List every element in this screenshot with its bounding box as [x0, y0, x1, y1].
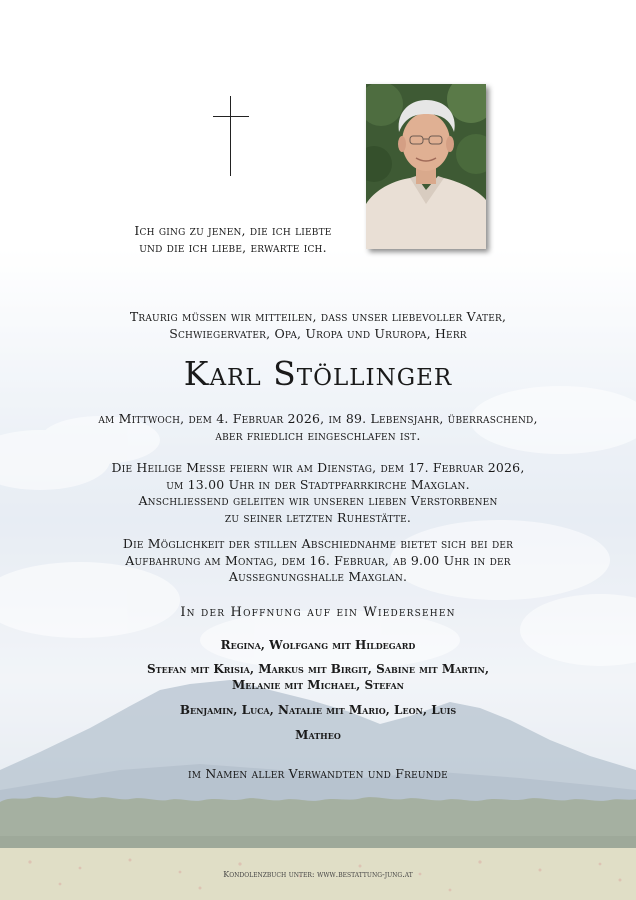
family-line-3: Benjamin, Luca, Natalie mit Mario, Leon, Luis — [179, 703, 457, 717]
motto-line-2: und die ich liebe, erwarte ich. — [139, 240, 327, 255]
family-line-2a: Stefan mit Krisia, Markus mit Birgit, Sabine mit Martin, — [146, 662, 489, 676]
mass-line-4: zu seiner letzten Ruhestätte. — [224, 509, 412, 525]
intro-line-2: Schwiegervater, Opa, Uropa und Ururopa, Herr — [169, 325, 467, 341]
deceased-name: Karl Stöllinger — [183, 354, 453, 393]
motto-quote — [120, 222, 346, 256]
motto-line-1: Ich ging zu jenen, die ich liebte — [134, 223, 332, 238]
wake-line-3: Aussegnungshalle Maxglan. — [228, 569, 408, 584]
death-line-2: aber friedlich eingeschlafen ist. — [215, 427, 421, 443]
family-line-1: Regina, Wolfgang mit Hildegard — [220, 638, 416, 652]
mass-line-1: Die Heilige Messe feiern wir am Dienstag, dem 17. Februar 2026, — [111, 460, 525, 475]
relatives-line: im Namen aller Verwandten und Freunde — [188, 766, 448, 781]
mass-line-3: Anschliessend geleiten wir unseren lieben Verstorbenen — [138, 493, 498, 508]
intro-line-1: Traurig müssen wir mitteilen, dass unser liebevoller Vater, — [129, 309, 507, 324]
cross-icon — [213, 96, 249, 176]
family-line-4: Matheo — [295, 728, 341, 742]
death-line-1: am Mittwoch, dem 4. Februar 2026, im 89. Lebensjahr, überraschend, — [98, 411, 538, 426]
intro-text — [60, 309, 576, 342]
death-notice-text — [60, 411, 576, 444]
portrait-photo — [366, 84, 486, 249]
family-line-2b: Melanie mit Michael, Stefan — [232, 678, 404, 692]
wake-line-1: Die Möglichkeit der stillen Abschiednahme bietet sich bei der — [122, 536, 514, 551]
mass-line-2: um 13.00 Uhr in der Stadtpfarrkirche Maxglan. — [166, 476, 470, 492]
condolence-book-link[interactable]: Kondolenzbuch unter: www.bestattung-jung.at — [223, 870, 413, 879]
hope-heading: In der Hoffnung auf ein Wiedersehen — [180, 605, 456, 620]
wake-line-2: Aufbahrung am Montag, dem 16. Februar, ab 9.00 Uhr in der — [125, 552, 511, 568]
family-line-2 — [60, 661, 576, 693]
funeral-mass-text — [60, 460, 576, 526]
viewing-text — [60, 536, 576, 586]
